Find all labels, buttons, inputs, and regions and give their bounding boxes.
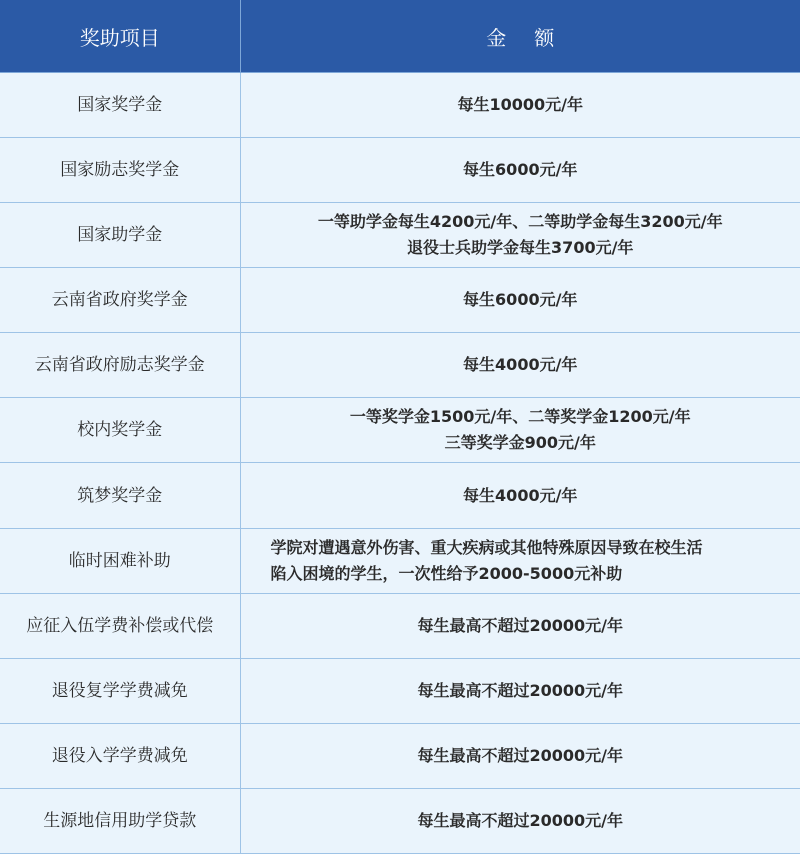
aid-amount [240, 268, 800, 333]
aid-amount [240, 658, 800, 723]
aid-item-name: 校内奖学金 [0, 398, 240, 463]
aid-amount [240, 73, 800, 138]
aid-amount-line: 每生6000元/年 [463, 290, 578, 310]
aid-item-name: 应征入伍学费补偿或代偿 [0, 593, 240, 658]
table-row [0, 723, 800, 788]
aid-item-name: 筑梦奖学金 [0, 463, 240, 528]
table-row [0, 398, 800, 463]
aid-amount-line: 陷入困境的学生，一次性给予2000-5000元补助 [270, 563, 623, 583]
aid-item-name: 临时困难补助 [0, 528, 240, 593]
table-header-row [0, 0, 800, 73]
table-row [0, 268, 800, 333]
aid-item-name: 退役入学学费减免 [0, 723, 240, 788]
table-row [0, 138, 800, 203]
aid-amount-line: 退役士兵助学金每生3700元/年 [407, 238, 634, 258]
table-row [0, 463, 800, 528]
aid-amount-line: 每生10000元/年 [457, 95, 583, 115]
table-row [0, 333, 800, 398]
table-row [0, 73, 800, 138]
aid-amount [240, 203, 800, 268]
aid-item-name: 国家励志奖学金 [0, 138, 240, 203]
column-header-item: 奖助项目 [0, 0, 240, 73]
aid-amount [240, 333, 800, 398]
aid-amount-line: 一等助学金每生4200元/年、二等助学金每生3200元/年 [317, 212, 723, 232]
aid-item-name: 云南省政府奖学金 [0, 268, 240, 333]
aid-amount-line: 每生最高不超过20000元/年 [417, 680, 623, 700]
table-row [0, 658, 800, 723]
aid-amount [240, 788, 800, 853]
aid-amount [240, 138, 800, 203]
table-row [0, 788, 800, 853]
aid-amount [240, 528, 800, 593]
aid-item-name: 国家助学金 [0, 203, 240, 268]
aid-amount [240, 463, 800, 528]
aid-amount-line: 每生4000元/年 [463, 355, 578, 375]
aid-item-name: 国家奖学金 [0, 73, 240, 138]
column-header-amount: 金额 [240, 0, 800, 73]
aid-amount-line: 学院对遭遇意外伤害、重大疾病或其他特殊原因导致在校生活 [270, 537, 703, 557]
aid-amount [240, 398, 800, 463]
aid-amount-line: 每生6000元/年 [463, 160, 578, 180]
aid-amount-line: 每生最高不超过20000元/年 [417, 810, 623, 830]
aid-amount-line: 每生最高不超过20000元/年 [417, 615, 623, 635]
aid-amount [240, 723, 800, 788]
aid-amount-line: 三等奖学金900元/年 [444, 433, 596, 453]
table-row [0, 528, 800, 593]
aid-item-name: 生源地信用助学贷款 [0, 788, 240, 853]
aid-amount [240, 593, 800, 658]
aid-amount-line: 每生4000元/年 [463, 485, 578, 505]
aid-amount-line: 每生最高不超过20000元/年 [417, 745, 623, 765]
aid-amount-line: 一等奖学金1500元/年、二等奖学金1200元/年 [349, 407, 691, 427]
aid-item-name: 退役复学学费减免 [0, 658, 240, 723]
aid-item-name: 云南省政府励志奖学金 [0, 333, 240, 398]
table-row [0, 593, 800, 658]
table-row [0, 203, 800, 268]
